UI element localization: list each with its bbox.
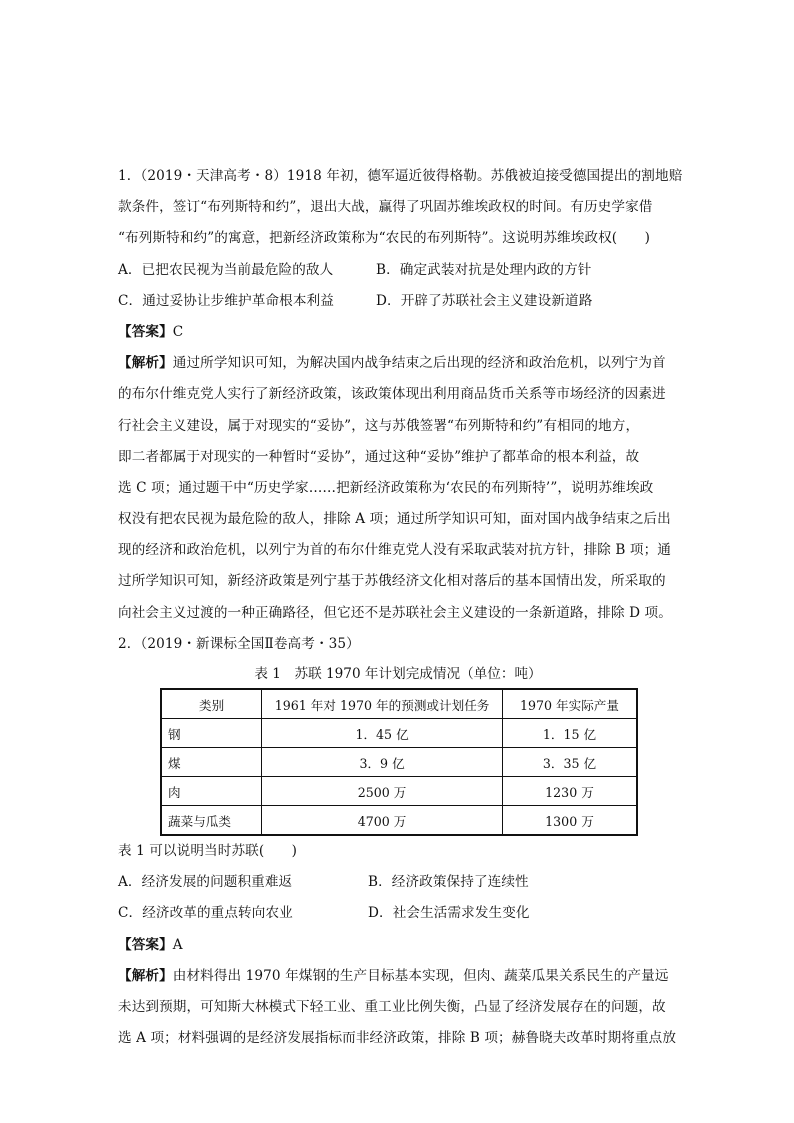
q2-data-table bbox=[160, 688, 638, 836]
table-cell: 3．35 亿 bbox=[502, 748, 637, 777]
q2-stem: 表 1 可以说明当时苏联( ) bbox=[118, 843, 298, 859]
table-cell: 1230 万 bbox=[502, 777, 637, 806]
q1-options-row-1 bbox=[118, 255, 678, 286]
q1-analysis-line-8: 过所学知识可知，新经济政策是列宁基于苏俄经济文化相对落后的基本国情出发，所采取的 bbox=[118, 573, 666, 590]
q2-header: 2．（2019・新课标全国Ⅱ卷高考・35） bbox=[118, 635, 360, 652]
q1-analysis-label: 【解析】 bbox=[118, 355, 173, 372]
q1-stem-line-1: 1．（2019・天津高考・8）1918 年初，德军逼近彼得格勒。苏俄被迫接受德国提出的割地赔 bbox=[118, 168, 683, 184]
q2-analysis-label: 【解析】 bbox=[118, 967, 173, 984]
q2-analysis-line-3: 选 A 项；材料强调的是经济发展指标而非经济政策，排除 B 项；赫鲁晓夫改革时期将重点放 bbox=[118, 1030, 677, 1047]
table-cell: 钢 bbox=[161, 719, 262, 748]
q1-analysis-line-4: 即二者都属于对现实的一种暂时“妥协”，通过这种“妥协”维护了都革命的根本利益，故 bbox=[118, 448, 640, 465]
q1-option-b: B．确定武装对抗是处理内政的方针 bbox=[376, 261, 592, 278]
table-cell: 3．9 亿 bbox=[262, 748, 503, 777]
table-header-row bbox=[161, 689, 637, 719]
q1-analysis-line-7: 现的经济和政治危机，以列宁为首的布尔什维克党人没有采取武装对抗方针，排除 B 项；通 bbox=[118, 542, 671, 559]
q1-answer-value: C bbox=[172, 323, 184, 340]
q1-analysis-line-5: 选 C 项；通过题干中“历史学家……把新经济政策称为‘农民的布列斯特’”，说明苏维埃政 bbox=[118, 479, 654, 496]
question-2 bbox=[118, 629, 678, 1055]
q2-analysis bbox=[118, 961, 678, 1055]
q1-answer-label: 【答案】 bbox=[118, 323, 173, 340]
table-header-cell: 类别 bbox=[161, 689, 262, 719]
table-header-cell: 1970 年实际产量 bbox=[502, 689, 637, 719]
q1-option-a: A．已把农民视为当前最危险的敌人 bbox=[118, 261, 334, 278]
q1-answer bbox=[118, 317, 678, 348]
q1-stem-line-2: 款条件，签订“布列斯特和约”，退出大战，赢得了巩固苏维埃政权的时间。有历史学家借 bbox=[118, 199, 653, 216]
table-cell: 1．15 亿 bbox=[502, 719, 637, 748]
q1-option-c: C．通过妥协让步维护革命根本利益 bbox=[118, 292, 334, 309]
table-row bbox=[161, 806, 637, 836]
q2-answer-value: A bbox=[172, 936, 183, 953]
q2-option-a: A．经济发展的问题积重难返 bbox=[118, 874, 293, 891]
table-cell: 2500 万 bbox=[262, 777, 503, 806]
table-cell: 煤 bbox=[161, 748, 262, 777]
q1-options-row-2 bbox=[118, 286, 678, 317]
table-cell: 1．45 亿 bbox=[262, 719, 503, 748]
document-content bbox=[118, 161, 683, 1054]
q2-option-b: B．经济政策保持了连续性 bbox=[368, 874, 529, 891]
q1-analysis-line-9: 向社会主义过渡的一种正确路径，但它还不是苏联社会主义建设的一条新道路，排除 D 项。 bbox=[118, 604, 672, 621]
q2-analysis-line-2: 未达到预期，可知斯大林模式下轻工业、重工业比例失衡，凸显了经济发展存在的问题，故 bbox=[118, 998, 666, 1015]
table-row bbox=[161, 777, 637, 806]
q2-option-c: C．经济改革的重点转向农业 bbox=[118, 905, 293, 922]
q2-answer bbox=[118, 930, 678, 961]
table-header-cell: 1961 年对 1970 年的预测或计划任务 bbox=[262, 689, 503, 719]
table-row bbox=[161, 719, 637, 748]
q1-analysis-line-3: 行社会主义建设，属于对现实的“妥协”，这与苏俄签署“布列斯特和约”有相同的地方， bbox=[118, 417, 640, 434]
q1-analysis bbox=[118, 348, 678, 629]
table-cell: 蔬菜与瓜类 bbox=[161, 806, 262, 836]
q2-answer-label: 【答案】 bbox=[118, 936, 173, 953]
q1-analysis-line-1: 通过所学知识可知，为解决国内战争结束之后出现的经济和政治危机，以列宁为首 bbox=[172, 355, 666, 372]
q2-option-d: D．社会生活需求发生变化 bbox=[368, 905, 530, 922]
q2-analysis-line-1: 由材料得出 1970 年煤钢的生产目标基本实现，但肉、蔬菜瓜果关系民生的产量远 bbox=[172, 967, 669, 984]
table-cell: 4700 万 bbox=[262, 806, 503, 836]
q2-options-row-1 bbox=[118, 867, 678, 898]
table-row bbox=[161, 748, 637, 777]
q2-table-caption: 表 1 苏联 1970 年计划完成情况（单位：吨） bbox=[254, 666, 542, 682]
q1-stem-line-3: “布列斯特和约”的寓意，把新经济政策称为“农民的布列斯特”。这说明苏维埃政权( ) bbox=[118, 230, 650, 247]
table-cell: 肉 bbox=[161, 777, 262, 806]
question-1 bbox=[118, 161, 683, 629]
q1-analysis-line-2: 的布尔什维克党人实行了新经济政策，该政策体现出利用商品货币关系等市场经济的因素进 bbox=[118, 386, 666, 403]
table-cell: 1300 万 bbox=[502, 806, 637, 836]
q2-options-row-2 bbox=[118, 898, 678, 929]
q1-analysis-line-6: 权没有把农民视为最危险的敌人，排除 A 项；通过所学知识可知，面对国内战争结束之后出 bbox=[118, 511, 671, 528]
q1-option-d: D．开辟了苏联社会主义建设新道路 bbox=[376, 292, 593, 309]
